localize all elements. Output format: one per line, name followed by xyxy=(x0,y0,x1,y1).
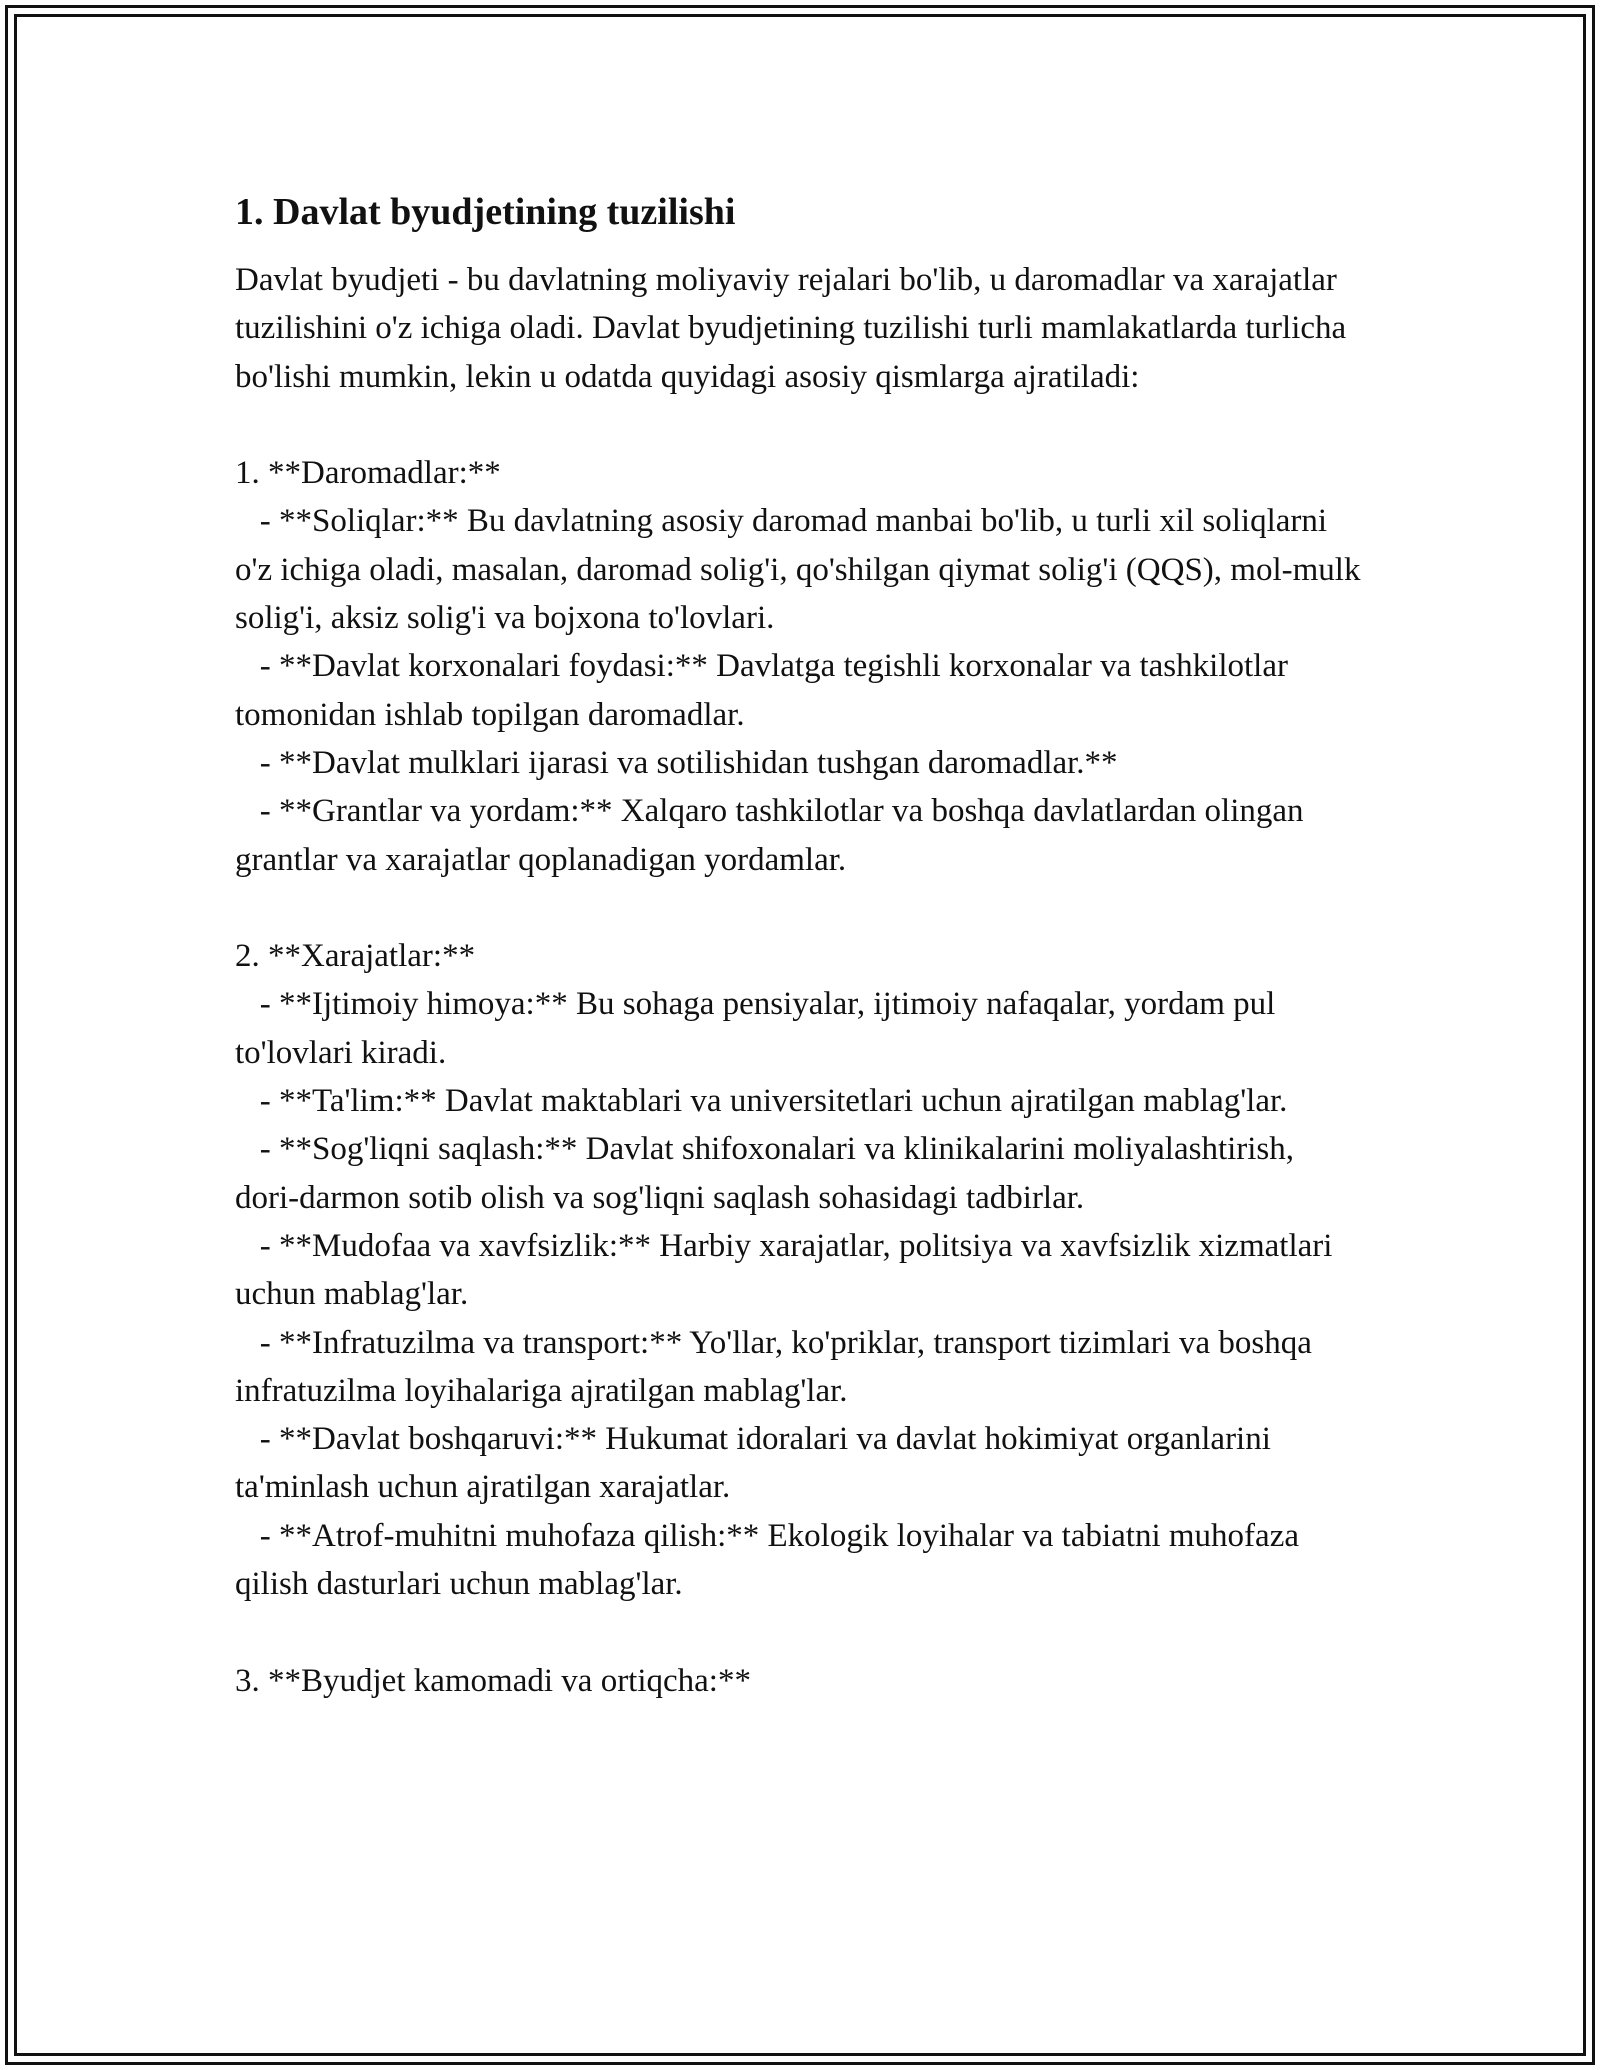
list-item: - **Grantlar va yordam:** Xalqaro tashkilotlar va boshqa davlatlardan olingan grantlar va xarajatlar qoplanadigan yordamlar. xyxy=(235,793,1312,878)
list-item: - **Infratuzilma va transport:** Yo'llar, ko'priklar, transport tizimlari va boshqa infratuzilma loyihalariga ajratilgan mablag'lar. xyxy=(235,1324,1321,1409)
list-item: - **Soliqlar:** Bu davlatning asosiy daromad manbai bo'lib, u turli xil soliqlarni o'z ichiga oladi, masalan, daromad solig'i, qo'shilgan qiymat solig'i (QQS), mol-mulk solig'i, aksiz solig'i va bojxona to'lovlari. xyxy=(235,503,1369,637)
list-item: - **Davlat korxonalari foydasi:** Davlatga tegishli korxonalar va tashkilotlar tomonidan ishlab topilgan daromadlar. xyxy=(235,648,1297,733)
spacer xyxy=(235,884,1365,932)
section-title-expenses: 2. **Xarajatlar:** xyxy=(235,938,476,975)
document-body xyxy=(235,186,1369,1705)
spacer xyxy=(235,1608,1365,1656)
list-item: - **Ijtimoiy himoya:** Bu sohaga pensiyalar, ijtimoiy nafaqalar, yordam pul to'lovlari kiradi. xyxy=(235,986,1284,1071)
list-item: - **Mudofaa va xavfsizlik:** Harbiy xarajatlar, politsiya va xavfsizlik xizmatlari uchun mablag'lar. xyxy=(235,1227,1341,1313)
section-title-revenues: 1. **Daromadlar:** xyxy=(235,455,501,492)
list-item: - **Davlat mulklari ijarasi va sotilishidan tushgan daromadlar.** xyxy=(235,744,1118,781)
section-title-deficit-surplus: 3. **Byudjet kamomadi va ortiqcha:** xyxy=(235,1662,751,1699)
list-item: - **Ta'lim:** Davlat maktablari va universitetlari uchun ajratilgan mablag'lar. xyxy=(235,1083,1288,1120)
spacer xyxy=(235,401,1365,449)
list-item: - **Sog'liqni saqlash:** Davlat shifoxonalari va klinikalarini moliyalashtirish, dori-darmon sotib olish va sog'liqni saqlash sohasidagi tadbirlar. xyxy=(235,1131,1303,1216)
intro-paragraph: Davlat byudjeti - bu davlatning moliyaviy rejalari bo'lib, u daromadlar va xarajatlar tuzilishini o'z ichiga oladi. Davlat byudjetining tuzilishi turli mamlakatlarda turlicha bo'lishi mumkin, lekin u odatda quyidagi asosiy qismlarga ajratiladi: xyxy=(235,262,1355,395)
document-heading: 1. Davlat byudjetining tuzilishi xyxy=(235,191,736,233)
list-item: - **Atrof-muhitni muhofaza qilish:** Ekologik loyihalar va tabiatni muhofaza qilish dasturlari uchun mablag'lar. xyxy=(235,1517,1308,1603)
list-item: - **Davlat boshqaruvi:** Hukumat idoralari va davlat hokimiyat organlarini ta'minlash uchun ajratilgan xarajatlar. xyxy=(235,1421,1280,1506)
